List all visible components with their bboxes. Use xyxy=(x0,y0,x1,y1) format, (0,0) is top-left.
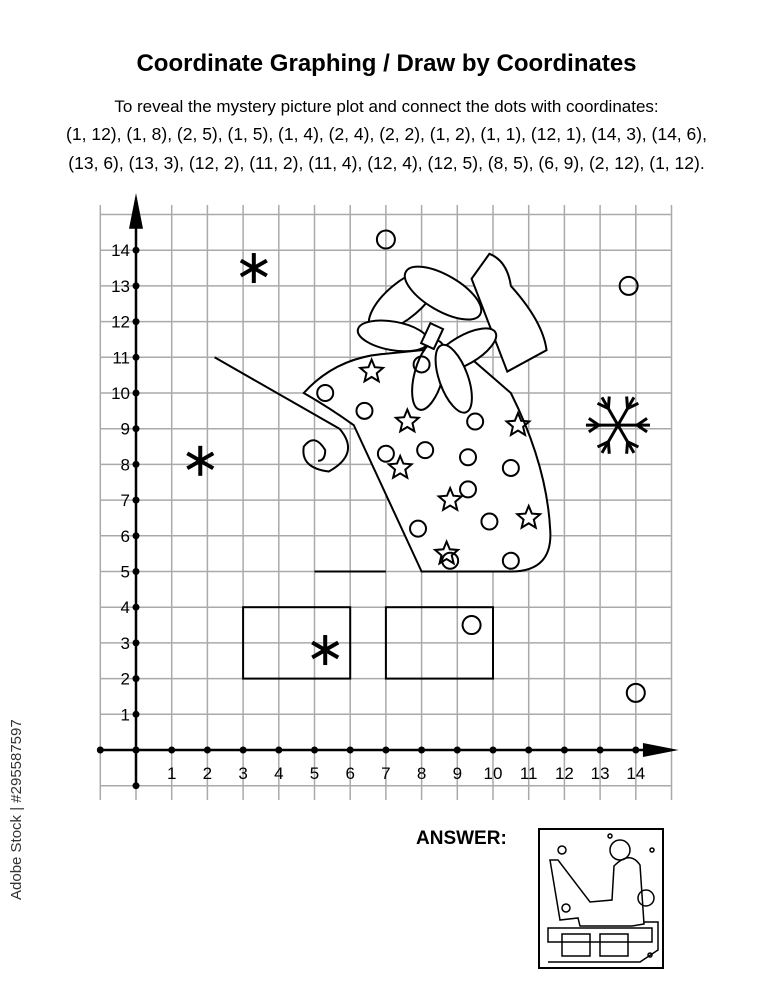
snowflake-icon xyxy=(627,442,628,454)
y-axis-dot xyxy=(133,318,140,325)
y-axis-dot xyxy=(133,568,140,575)
y-axis-arrow-icon xyxy=(129,193,143,229)
x-tick-label: 1 xyxy=(166,764,177,783)
stock-watermark-id: Adobe Stock | #295587597 xyxy=(8,719,25,900)
y-axis-dot xyxy=(133,604,140,611)
x-tick-label: 11 xyxy=(519,764,538,783)
page-title: Coordinate Graphing / Draw by Coordinates xyxy=(136,50,637,77)
x-tick-label: 7 xyxy=(381,764,391,783)
y-axis-dot xyxy=(133,390,140,397)
y-tick-label: 12 xyxy=(111,312,130,332)
y-axis-dot xyxy=(133,282,140,289)
x-tick-label: 9 xyxy=(452,764,463,783)
sleigh-answer-image xyxy=(540,830,662,967)
y-tick-label: 11 xyxy=(112,348,130,368)
y-tick-label: 6 xyxy=(120,526,130,546)
x-axis-dot xyxy=(204,747,211,754)
decor-circle xyxy=(463,616,481,634)
x-tick-label: 3 xyxy=(238,764,248,783)
y-tick-label: 4 xyxy=(120,598,130,618)
y-tick-label: 3 xyxy=(120,633,130,653)
x-tick-label: 8 xyxy=(416,764,427,783)
y-axis-dot xyxy=(133,532,140,539)
coordinate-list: (1, 12), (1, 8), (2, 5), (1, 5), (1, 4), (2, 4), (2, 2), (1, 2), (1, 1), (12, 1), (14, 3), (14, 6), (13, 6), (13, 3), (12, 2), (11, 2), (11, 4), (12, 4), (12, 5), (8, 5), (6, 9), (2, 12), (1, 12). xyxy=(66,124,707,173)
x-tick-label: 2 xyxy=(202,764,213,783)
answer-label: ANSWER: xyxy=(416,828,507,849)
x-axis-dot xyxy=(311,747,318,754)
x-tick-label: 10 xyxy=(483,764,503,783)
y-tick-label: 1 xyxy=(120,705,130,725)
x-axis-dot xyxy=(347,747,354,754)
snowflake-icon xyxy=(608,442,609,454)
y-axis-dot xyxy=(133,497,140,504)
x-axis-dot xyxy=(97,747,104,754)
x-tick-label: 13 xyxy=(590,764,610,783)
x-tick-label: 5 xyxy=(309,764,320,783)
y-tick-label: 7 xyxy=(120,491,130,511)
x-axis-dot xyxy=(382,747,389,754)
snowflake-icon xyxy=(627,397,628,409)
y-axis-dot xyxy=(133,247,140,254)
y-axis-dot xyxy=(133,747,140,754)
y-tick-label: 14 xyxy=(111,241,130,261)
snowflake-icon xyxy=(608,397,609,409)
x-tick-label: 14 xyxy=(626,764,646,783)
x-axis-dot xyxy=(454,747,461,754)
y-tick-label: 5 xyxy=(120,562,130,582)
y-axis-dot xyxy=(133,711,140,718)
y-tick-label: 2 xyxy=(120,669,130,689)
x-axis-dot xyxy=(490,747,497,754)
y-tick-label: 9 xyxy=(120,419,130,439)
x-axis-dot xyxy=(561,747,568,754)
x-axis-dot xyxy=(525,747,532,754)
x-tick-label: 12 xyxy=(554,764,574,783)
partial-picture xyxy=(187,230,650,701)
y-axis-dot xyxy=(133,675,140,682)
x-tick-label: 6 xyxy=(345,764,355,783)
y-tick-label: 8 xyxy=(120,455,130,475)
x-axis-arrow-icon xyxy=(643,743,679,757)
instructions: To reveal the mystery picture plot and connect the dots with coordinates: xyxy=(114,97,659,116)
x-axis-dot xyxy=(597,747,604,754)
x-axis-dot xyxy=(275,747,282,754)
answer-thumbnail xyxy=(538,828,664,969)
x-axis-dot xyxy=(632,747,639,754)
x-axis-dot xyxy=(240,747,247,754)
y-axis-dot xyxy=(133,782,140,789)
x-axis-dot xyxy=(418,747,425,754)
y-axis-dot xyxy=(133,354,140,361)
x-axis-dot xyxy=(168,747,175,754)
x-tick-label: 4 xyxy=(274,764,284,783)
y-axis-dot xyxy=(133,461,140,468)
y-tick-label: 13 xyxy=(111,276,130,296)
y-tick-label: 10 xyxy=(111,384,130,403)
y-axis-dot xyxy=(133,425,140,432)
y-axis-dot xyxy=(133,639,140,646)
